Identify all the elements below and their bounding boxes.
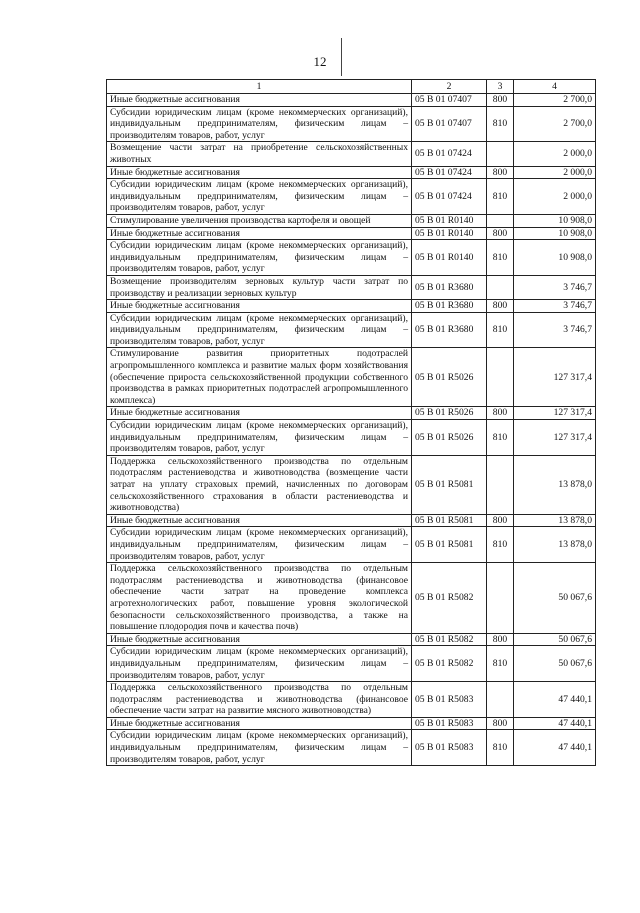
row-code: 05 В 01 R0140 (412, 240, 487, 276)
row-code: 05 В 01 R5081 (412, 455, 487, 514)
row-name: Иные бюджетные ассигнования (107, 166, 412, 179)
row-name: Поддержка сельскохозяйственного производства по отдельным подотраслям растениеводства и животноводства (финансовое обеспечение части затрат на развитие мясного животноводства) (107, 682, 412, 718)
page-number: 12 (313, 54, 327, 69)
row-amount: 3 746,7 (514, 275, 596, 299)
row-name: Стимулирование развития приоритетных подотраслей агропромышленного комплекса и развитие малых форм хозяйствования (обеспечение прироста сельскохозяйственной продукции собственного производства в рамках приоритетных подотраслей агропромышленного комплекса) (107, 348, 412, 407)
row-amount: 127 317,4 (514, 348, 596, 407)
row-code: 05 В 01 R5082 (412, 633, 487, 646)
table-row (107, 227, 596, 240)
row-code: 05 В 01 R5083 (412, 682, 487, 718)
row-amount: 50 067,6 (514, 646, 596, 682)
table-row (107, 348, 596, 407)
row-name: Иные бюджетные ассигнования (107, 407, 412, 420)
table-row (107, 563, 596, 634)
row-expense-type: 810 (487, 312, 514, 348)
header-row (107, 80, 596, 94)
table-row (107, 407, 596, 420)
row-expense-type (487, 563, 514, 634)
row-name: Субсидии юридическим лицам (кроме некоммерческих организаций), индивидуальным предпринимателям, физическим лицам – производителям товаров, работ, услуг (107, 730, 412, 766)
row-amount: 127 317,4 (514, 420, 596, 456)
row-code: 05 В 01 R0140 (412, 227, 487, 240)
table-row (107, 527, 596, 563)
row-expense-type: 800 (487, 407, 514, 420)
row-name: Иные бюджетные ассигнования (107, 94, 412, 107)
table-row (107, 179, 596, 215)
row-code: 05 В 01 R5083 (412, 730, 487, 766)
row-amount: 50 067,6 (514, 563, 596, 634)
row-code: 05 В 01 R0140 (412, 214, 487, 227)
row-expense-type: 800 (487, 166, 514, 179)
row-code: 05 В 01 R5082 (412, 646, 487, 682)
row-code: 05 В 01 R5082 (412, 563, 487, 634)
row-amount: 13 878,0 (514, 527, 596, 563)
row-code: 05 В 01 R5026 (412, 348, 487, 407)
row-expense-type: 810 (487, 420, 514, 456)
row-expense-type: 800 (487, 633, 514, 646)
row-expense-type: 810 (487, 179, 514, 215)
row-code: 05 В 01 R5026 (412, 407, 487, 420)
row-expense-type: 800 (487, 300, 514, 313)
table-row (107, 420, 596, 456)
table-row (107, 633, 596, 646)
table-row (107, 514, 596, 527)
row-code: 05 В 01 R5083 (412, 717, 487, 730)
header-col-2: 2 (412, 80, 487, 94)
row-expense-type: 810 (487, 646, 514, 682)
row-amount: 10 908,0 (514, 227, 596, 240)
header-col-1: 1 (107, 80, 412, 94)
row-expense-type: 800 (487, 717, 514, 730)
row-amount: 13 878,0 (514, 455, 596, 514)
row-amount: 2 000,0 (514, 166, 596, 179)
table-row (107, 94, 596, 107)
row-expense-type (487, 214, 514, 227)
row-name: Субсидии юридическим лицам (кроме некоммерческих организаций), индивидуальным предпринимателям, физическим лицам – производителям товаров, работ, услуг (107, 646, 412, 682)
row-name: Возмещение производителям зерновых культур части затрат по производству и реализации зерновых культур (107, 275, 412, 299)
row-expense-type (487, 682, 514, 718)
row-expense-type: 810 (487, 527, 514, 563)
row-amount: 13 878,0 (514, 514, 596, 527)
row-amount: 47 440,1 (514, 682, 596, 718)
row-amount: 2 000,0 (514, 179, 596, 215)
row-name: Субсидии юридическим лицам (кроме некоммерческих организаций), индивидуальным предпринимателям, физическим лицам – производителям товаров, работ, услуг (107, 240, 412, 276)
row-name: Иные бюджетные ассигнования (107, 300, 412, 313)
row-name: Иные бюджетные ассигнования (107, 227, 412, 240)
header-col-4: 4 (514, 80, 596, 94)
row-code: 05 В 01 R3680 (412, 275, 487, 299)
row-expense-type (487, 142, 514, 166)
row-expense-type: 810 (487, 106, 514, 142)
table-body (107, 94, 596, 766)
row-expense-type: 800 (487, 94, 514, 107)
row-amount: 2 000,0 (514, 142, 596, 166)
row-name: Стимулирование увеличения производства картофеля и овощей (107, 214, 412, 227)
row-amount: 3 746,7 (514, 312, 596, 348)
table-row (107, 166, 596, 179)
table-row (107, 312, 596, 348)
table-row (107, 240, 596, 276)
row-name: Субсидии юридическим лицам (кроме некоммерческих организаций), индивидуальным предпринимателям, физическим лицам – производителям товаров, работ, услуг (107, 179, 412, 215)
row-expense-type (487, 275, 514, 299)
row-name: Поддержка сельскохозяйственного производства по отдельным подотраслям растениеводства и животноводства (финансовое обеспечение части затрат на проведение комплекса агротехнологических работ, повышение уровня экологической безопасности сельскохозяйственного производства, а также на повышение плодородия почв и качества почв) (107, 563, 412, 634)
row-expense-type: 800 (487, 514, 514, 527)
table-row (107, 730, 596, 766)
table-row (107, 142, 596, 166)
row-amount: 10 908,0 (514, 240, 596, 276)
row-code: 05 В 01 R5026 (412, 420, 487, 456)
row-amount: 127 317,4 (514, 407, 596, 420)
row-name: Субсидии юридическим лицам (кроме некоммерческих организаций), индивидуальным предпринимателям, физическим лицам – производителям товаров, работ, услуг (107, 420, 412, 456)
row-name: Иные бюджетные ассигнования (107, 633, 412, 646)
row-name: Иные бюджетные ассигнования (107, 514, 412, 527)
row-code: 05 В 01 R5081 (412, 514, 487, 527)
row-amount: 2 700,0 (514, 94, 596, 107)
table-row (107, 300, 596, 313)
row-amount: 47 440,1 (514, 730, 596, 766)
row-amount: 2 700,0 (514, 106, 596, 142)
row-name: Субсидии юридическим лицам (кроме некоммерческих организаций), индивидуальным предпринимателям, физическим лицам – производителям товаров, работ, услуг (107, 527, 412, 563)
row-name: Поддержка сельскохозяйственного производства по отдельным подотраслям растениеводства и животноводства (возмещение части затрат на уплату страховых премий, начисленных по договорам сельскохозяйственного страхования в области растениеводства и животноводства) (107, 455, 412, 514)
table-row (107, 275, 596, 299)
row-code: 05 В 01 07407 (412, 106, 487, 142)
row-code: 05 В 01 R3680 (412, 300, 487, 313)
row-code: 05 В 01 07424 (412, 142, 487, 166)
row-name: Возмещение части затрат на приобретение сельскохозяйственных животных (107, 142, 412, 166)
row-code: 05 В 01 07407 (412, 94, 487, 107)
row-code: 05 В 01 R5081 (412, 527, 487, 563)
row-expense-type: 800 (487, 227, 514, 240)
row-name: Иные бюджетные ассигнования (107, 717, 412, 730)
table-row (107, 106, 596, 142)
table-row (107, 717, 596, 730)
row-amount: 3 746,7 (514, 300, 596, 313)
table-row (107, 682, 596, 718)
budget-table (106, 79, 596, 766)
row-expense-type (487, 455, 514, 514)
row-name: Субсидии юридическим лицам (кроме некоммерческих организаций), индивидуальным предпринимателям, физическим лицам – производителям товаров, работ, услуг (107, 312, 412, 348)
row-code: 05 В 01 07424 (412, 166, 487, 179)
row-amount: 50 067,6 (514, 633, 596, 646)
row-expense-type (487, 348, 514, 407)
table-row (107, 455, 596, 514)
header-col-3: 3 (487, 80, 514, 94)
row-amount: 10 908,0 (514, 214, 596, 227)
row-amount: 47 440,1 (514, 717, 596, 730)
row-expense-type: 810 (487, 240, 514, 276)
row-name: Субсидии юридическим лицам (кроме некоммерческих организаций), индивидуальным предпринимателям, физическим лицам – производителям товаров, работ, услуг (107, 106, 412, 142)
row-code: 05 В 01 07424 (412, 179, 487, 215)
row-expense-type: 810 (487, 730, 514, 766)
table-row (107, 646, 596, 682)
row-code: 05 В 01 R3680 (412, 312, 487, 348)
table-row (107, 214, 596, 227)
